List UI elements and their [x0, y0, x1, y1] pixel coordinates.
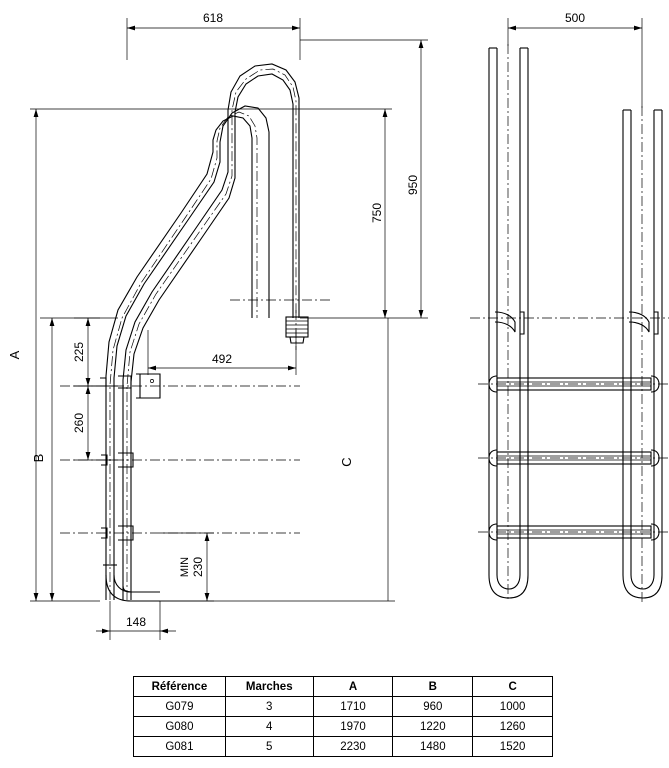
cell-b: 960 [393, 697, 473, 717]
dimension-500-text: 500 [564, 11, 586, 25]
dimension-492-text: 492 [211, 352, 233, 366]
table-header-marches: Marches [225, 677, 313, 697]
dimension-260 [72, 386, 118, 460]
cell-marches: 5 [225, 737, 313, 757]
rail-end-fitting [286, 317, 308, 343]
cell-marches: 3 [225, 697, 313, 717]
dimension-950 [300, 40, 428, 318]
dimension-618-text: 618 [202, 11, 224, 25]
dimension-B [31, 318, 100, 601]
table-row [134, 697, 553, 717]
cell-c: 1260 [473, 717, 553, 737]
cell-reference: G081 [134, 737, 226, 757]
cell-a: 1970 [313, 717, 393, 737]
table-header-c: C [473, 677, 553, 697]
label-A: A [7, 350, 22, 360]
label-B: B [31, 453, 46, 463]
dimension-492 [148, 330, 296, 375]
dimension-min-label: MIN [179, 556, 191, 578]
dimension-225-text: 225 [72, 341, 86, 363]
cell-reference: G080 [134, 717, 226, 737]
dimension-148 [96, 601, 176, 640]
table-header-a: A [313, 677, 393, 697]
table-row [134, 717, 553, 737]
dimension-750-text: 750 [370, 202, 384, 224]
dimension-260-text: 260 [72, 412, 86, 434]
table-row [134, 737, 553, 757]
cell-c: 1000 [473, 697, 553, 717]
cell-c: 1520 [473, 737, 553, 757]
dimension-618 [127, 11, 300, 60]
cell-marches: 4 [225, 717, 313, 737]
spec-table-container [133, 676, 553, 757]
label-C: C [339, 457, 354, 467]
cell-reference: G079 [134, 697, 226, 717]
dimension-min-230 [160, 533, 214, 601]
dimension-750 [257, 109, 392, 318]
cell-b: 1480 [393, 737, 473, 757]
dimension-148-text: 148 [125, 615, 147, 629]
table-header-reference: Référence [134, 677, 226, 697]
table-header-b: B [393, 677, 473, 697]
spec-table [133, 676, 553, 757]
side-view [470, 11, 669, 602]
cell-b: 1220 [393, 717, 473, 737]
dimension-230-text: 230 [191, 556, 205, 578]
table-header-row [134, 677, 553, 697]
front-view [7, 11, 428, 640]
cell-a: 2230 [313, 737, 393, 757]
cell-a: 1710 [313, 697, 393, 717]
dimension-950-text: 950 [406, 174, 420, 196]
